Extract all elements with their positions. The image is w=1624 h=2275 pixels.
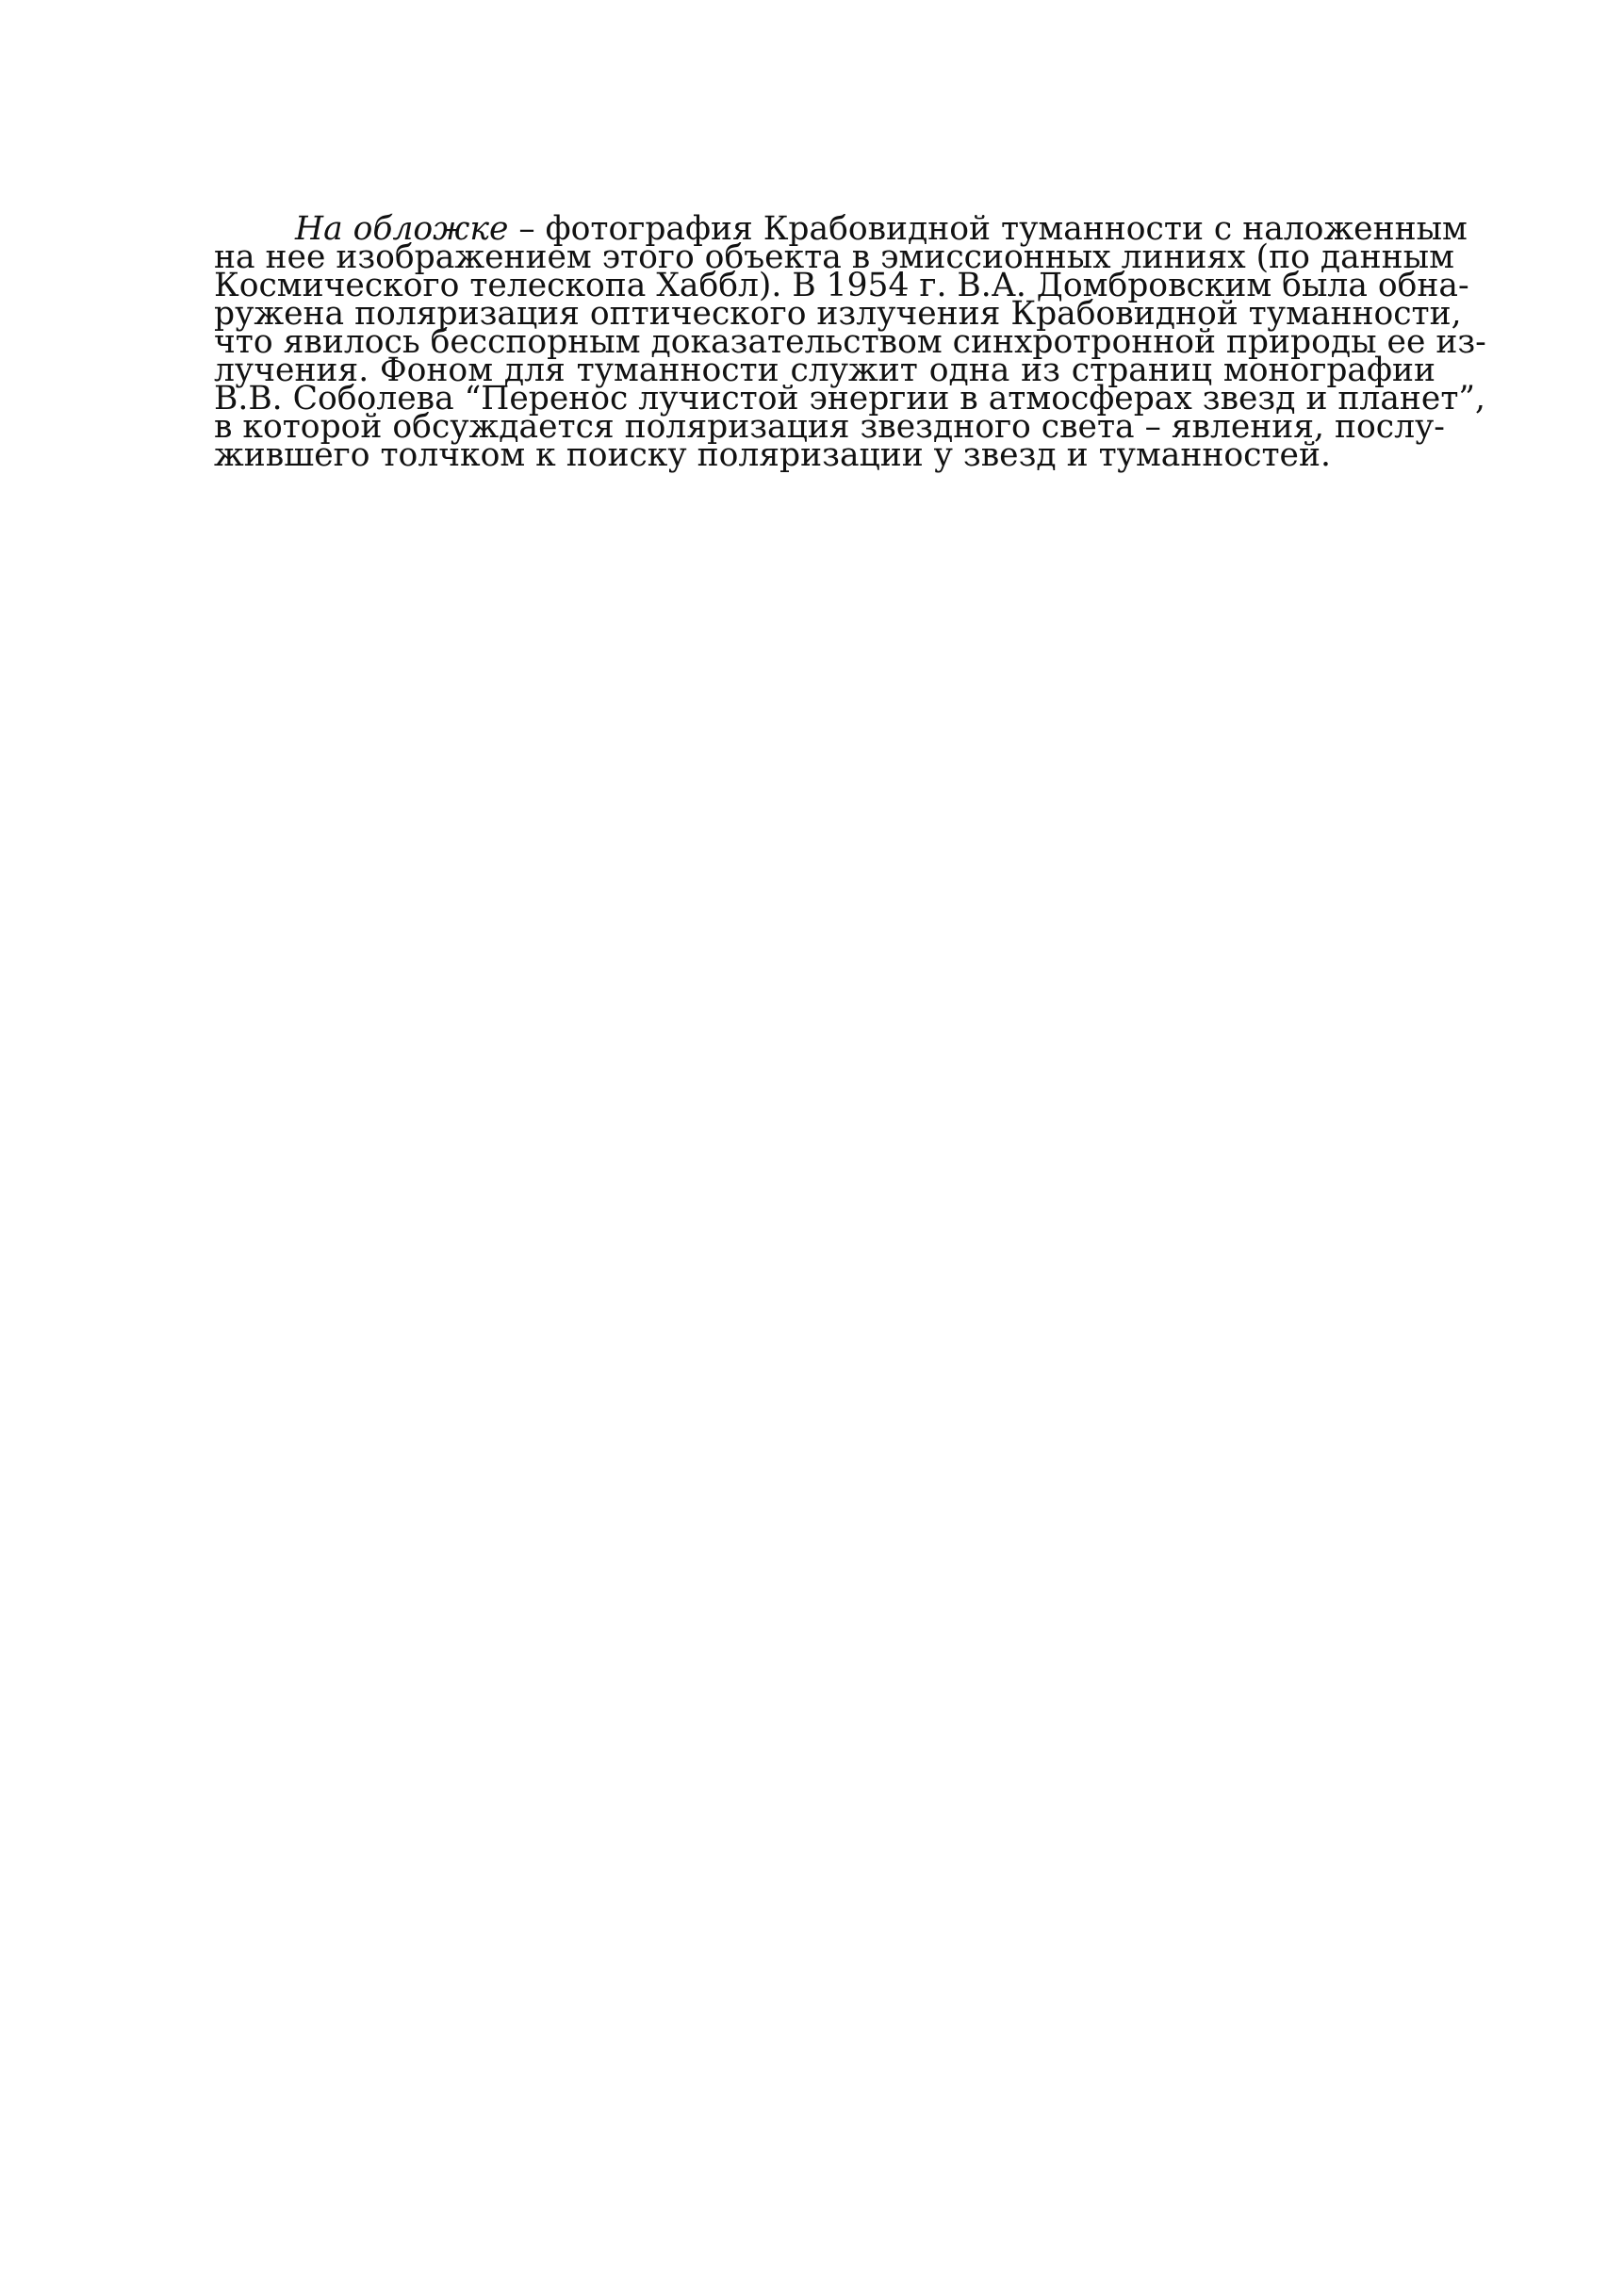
paragraph-line-8: в которой обсуждается поляризация звездного света – явления, послу- [214, 408, 1445, 446]
paragraph-line-7: В.В. Соболева “Перенос лучистой энергии в атмосферах звезд и планет”, [214, 380, 1486, 417]
paragraph-line-5: что явилось бесспорным доказательством синхротронной природы ее из- [214, 323, 1486, 361]
paragraph-line-9: жившего толчком к поиску поляризации у звезд и туманностей. [214, 436, 1331, 474]
paragraph-line-3: Космического телескопа Хаббл). В 1954 г. В.А. Домбровским была обна- [214, 267, 1469, 304]
cover-note-lead: На обложке [295, 210, 509, 248]
paragraph-line-1-rest: – фотография Крабовидной туманности с наложенным [508, 210, 1468, 248]
paragraph-line-6: лучения. Фоном для туманности служит одна из страниц монографии [214, 352, 1435, 389]
cover-note-paragraph [214, 210, 1486, 474]
paragraph-line-4: ружена поляризация оптического излучения Крабовидной туманности, [214, 295, 1462, 333]
paragraph-line-2: на нее изображением этого объекта в эмиссионных линиях (по данным [214, 238, 1454, 276]
